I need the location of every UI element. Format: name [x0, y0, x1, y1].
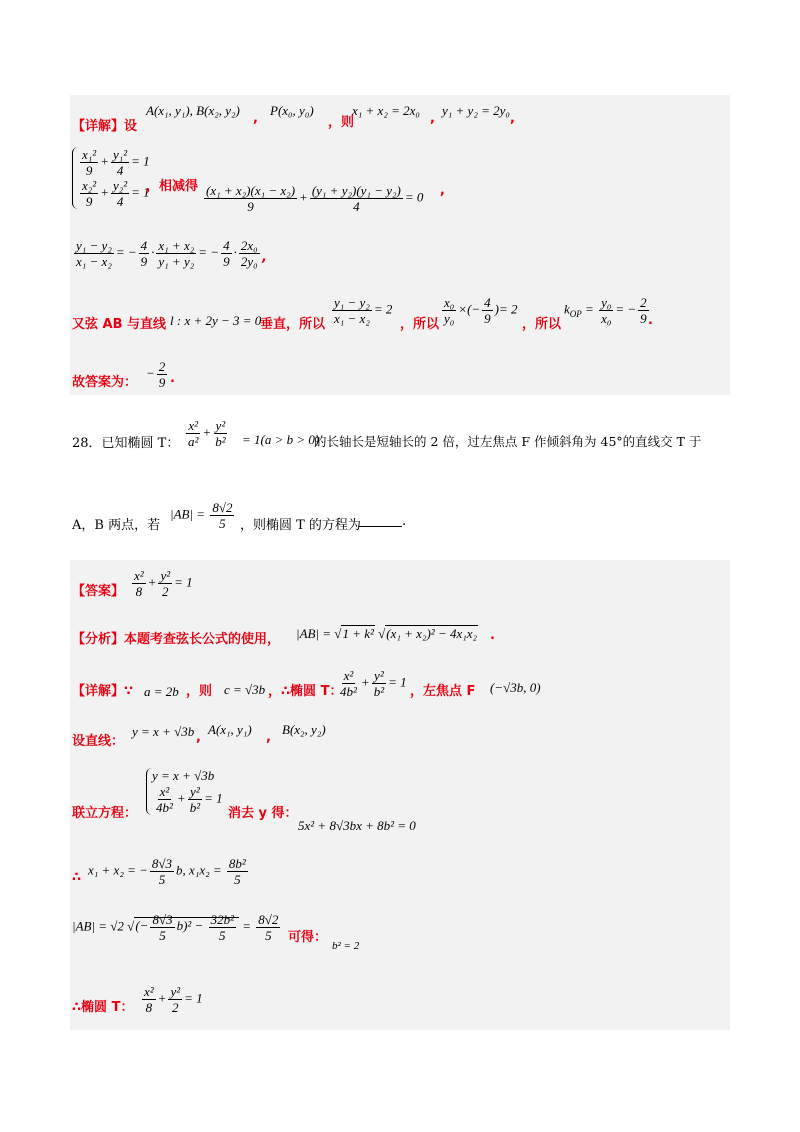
final-equation: $\frac{\text{x²}}{8}$ + $\frac{\text{y²}}{2}$ = 1	[144, 984, 203, 1015]
system-label: 联立方程：	[72, 806, 138, 821]
chord-formula: |AB| = √1 + k² √(x₁ + x₂)² − 4x₁x₂	[296, 626, 478, 641]
chord-length: |AB| = $\frac{8√2}{5}$	[170, 500, 233, 531]
ellipse-b: $\frac{\text{x²}}{\text{4b²}}$ + $\frac{\text{y²}}{\text{b²}}$ = 1	[340, 668, 407, 699]
problem-28-line-2: A，B 两点，若 |AB| = $\frac{8√2}{5}$ ，则椭圆 T 的方程为 .	[72, 500, 407, 533]
ratio-eq: $\frac{\text{x₀}}{\text{y₀}}$ ×(− $\frac{4}{9}$ )= 2	[444, 295, 518, 326]
point-b: B(x₂, y₂)	[282, 722, 326, 737]
problem-28-line-1	[72, 418, 732, 458]
b-squared: b² = 2	[332, 940, 360, 952]
focus-value: (−√3b, 0)	[490, 680, 541, 695]
line-eq: y = x + √3b	[132, 724, 195, 739]
perp-text: 垂直，所以	[260, 317, 326, 332]
analysis-label: 【分析】本题考查弦长公式的使用，	[72, 632, 281, 647]
solution-panel-upper: 【详解】设 A(x₁, y₁), B(x₂, y₂) , P(x₀, y₀) ，则 x₁ + x₂ = 2x₀ , y₁ + y₂ = 2y₀ , $\frac{\text{x₁²}}{9}$ + $\frac{\text{y₁²}}{4}$ = 1 $\frac{\text{x₂²}}{9}$ + $\frac{\text{y₂²}}{4}$ = 1 ，相减得 $\frac{\text{(x₁ + x₂)(x₁ − x₂)}}{9}$ + $\frac{\text{(y₁ + y₂)(y₁ − y₂)}}{4}$ = 0 , $\frac{\text{y₁ − y₂}}{\text{x₁ − x₂}}$ = − $\frac{4}{9}$ · $\frac{\text{x₁ + x₂}}{\text{y₁ + y₂}}$ = − $\frac{4}{9}$ · $\frac{\text{2x₀}}{\text{2y₀}}$ , 又弦 AB 与直线 l : x + 2y − 3 = 0 垂直，所以 $\frac{\text{y₁ − y₂}}{\text{x₁ − x₂}}$ = 2 ，所以 $\frac{\text{x₀}}{\text{y₀}}$ ×(− $\frac{4}{9}$ )= 2 ，所以 $k_{OP}$ = $\frac{\text{y₀}}{\text{x₀}}$ = − $\frac{2}{9}$ . 故答案为： − $\frac{2}{9}$ .	[70, 95, 730, 395]
eliminate-text: 消去 y 得：	[228, 806, 298, 821]
problem-text-3: ，则椭圆 T 的方程为	[240, 518, 361, 533]
sum-y: y₁ + y₂ = 2y₀	[442, 103, 510, 118]
answer-label-2: 【答案】	[72, 584, 125, 599]
obtain-text: 可得：	[288, 930, 328, 945]
subtract-text: ，相减得	[146, 179, 199, 194]
answer-blank	[358, 526, 402, 527]
final-label: ∴椭圆 T：	[72, 1000, 134, 1015]
detail-label: 【详解】设	[72, 119, 138, 134]
then-text: ，则	[328, 115, 355, 130]
answer-value: − $\frac{2}{9}$	[146, 359, 166, 390]
point-a: A(x₁, y₁)	[208, 722, 252, 737]
slope-eq-2: $\frac{\text{y₁ − y₂}}{\text{x₁ − x₂}}$ = 2	[334, 295, 393, 326]
solution-panel-lower: 【答案】 $\frac{\text{x²}}{8}$ + $\frac{\text{y²}}{2}$ = 1 【分析】本题考查弦长公式的使用， |AB| = √1 + k² √(x₁ + x₂)² − 4x₁x₂ . 【详解】∵ a = 2b ，则 c = √3b ，∴椭圆 T： $\frac{\text{x²}}{\text{4b²}}$ + $\frac{\text{y²}}{\text{b²}}$ = 1 ，左焦点 F (−√3b, 0) 设直线： y = x + √3b , A(x₁, y₁) , B(x₂, y₂) 联立方程： y = x + √3b $\frac{\text{x²}}{\text{4b²}}$ + $\frac{\text{y²}}{\text{b²}}$ = 1 消去 y 得： 5x² + 8√3bx + 8b² = 0 ∴ x₁ + x₂ = − $\frac{8√3}{5}$ b, x₁x₂ = $\frac{\text{8b²}}{5}$ |AB| = √2 √(− $\frac{8√3}{5}$ b)² − $\frac{\text{32b²}}{5}$ = $\frac{8√2}{5}$ 可得： b² = 2 ∴椭圆 T： $\frac{\text{x²}}{8}$ + $\frac{\text{y²}}{2}$ = 1	[70, 560, 730, 1030]
a-eq-2b: a = 2b	[144, 684, 179, 699]
problem-text-2: A，B 两点，若	[72, 518, 161, 533]
chord-text: 又弦 AB 与直线	[72, 317, 167, 332]
subtract-eq: $\frac{\text{(x₁ + x₂)(x₁ − x₂)}}{9}$ + $\frac{\text{(y₁ + y₂)(y₁ − y₂)}}{4}$ = 0	[206, 183, 424, 214]
problem-number: 28．已知椭圆 T：	[72, 436, 180, 451]
vieta-formulas: x₁ + x₂ = − $\frac{8√3}{5}$ b, x₁x₂ = $\frac{\text{8b²}}{5}$	[88, 856, 246, 887]
ellipse-system: $\frac{\text{x₁²}}{9}$ + $\frac{\text{y₁²}}{4}$ = 1 $\frac{\text{x₂²}}{9}$ + $\frac{\text{y₂²}}{4}$ = 1	[72, 147, 150, 209]
sum-x: x₁ + x₂ = 2x₀	[352, 103, 420, 118]
quadratic-eq: 5x² + 8√3bx + 8b² = 0	[298, 818, 416, 833]
c-eq: c = √3b	[224, 682, 266, 697]
line-l: l : x + 2y − 3 = 0	[170, 313, 262, 328]
ellipse-condition: = 1(a > b > 0)	[242, 432, 320, 447]
system-subtract-row: $\frac{\text{x₁²}}{9}$ + $\frac{\text{y₁²}}{4}$ = 1 $\frac{\text{x₂²}}{9}$ + $\frac{\text{y₂²}}{4}$ = 1 ，相减得 $\frac{\text{(x₁ + x₂)(x₁ − x₂)}}{9}$ + $\frac{\text{(y₁ + y₂)(y₁ − y₂)}}{4}$ = 0 ,	[70, 145, 730, 215]
set-label: 设直线：	[72, 734, 125, 749]
answer-equation: $\frac{\text{x²}}{8}$ + $\frac{\text{y²}}{2}$ = 1	[134, 568, 193, 599]
points-ab: A(x₁, y₁), B(x₂, y₂)	[146, 103, 240, 118]
system-row	[70, 762, 730, 842]
point-p: P(x₀, y₀)	[270, 103, 314, 118]
ellipse-equation: $\frac{\text{x²}}{\text{a²}}$ + $\frac{\text{y²}}{\text{b²}}$	[188, 418, 226, 449]
line-ellipse-system: y = x + √3b $\frac{\text{x²}}{\text{4b²}}$ + $\frac{\text{y²}}{\text{b²}}$ = 1	[146, 768, 223, 815]
kop-eq: $k_{OP}$ = $\frac{\text{y₀}}{\text{x₀}}$ = − $\frac{2}{9}$	[564, 295, 647, 326]
length-equation: |AB| = √2 √(− $\frac{8√3}{5}$ b)² − $\frac{\text{32b²}}{5}$ = $\frac{8√2}{5}$	[72, 912, 279, 943]
problem-text-1: 的长轴长是短轴长的 2 倍，过左焦点 F 作倾斜角为 45°的直线交 T 于	[314, 434, 702, 449]
detail-label-2: 【详解】∵	[72, 684, 134, 699]
answer-label: 故答案为：	[72, 375, 138, 390]
